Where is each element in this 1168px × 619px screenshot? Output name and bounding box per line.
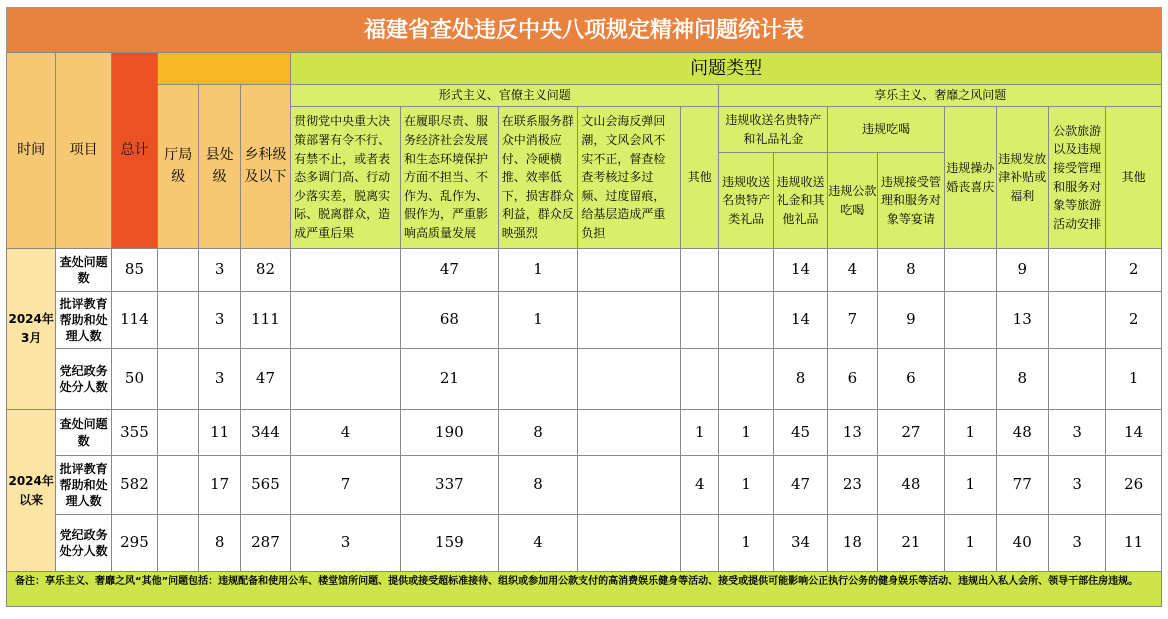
value-cell: 3 [1048, 410, 1105, 456]
value-cell: 295 [111, 515, 157, 572]
value-cell: 85 [111, 249, 157, 292]
time-cell: 2024年以来 [7, 410, 56, 572]
value-cell: 355 [111, 410, 157, 456]
item-cell: 党纪政务处分人数 [56, 515, 111, 572]
stats-table [6, 52, 1162, 572]
value-cell: 47 [240, 349, 290, 410]
value-cell: 1 [719, 410, 773, 456]
value-cell: 1 [498, 292, 578, 349]
header-level-blank [158, 53, 291, 85]
value-cell [945, 249, 996, 292]
value-cell [719, 249, 773, 292]
table-row [7, 515, 1162, 572]
value-cell [681, 292, 719, 349]
value-cell: 344 [240, 410, 290, 456]
value-cell: 8 [199, 515, 240, 572]
sheet-title: 福建省查处违反中央八项规定精神问题统计表 [6, 7, 1162, 52]
value-cell: 77 [996, 456, 1048, 515]
value-cell: 13 [828, 410, 877, 456]
table-row [7, 292, 1162, 349]
table-row [7, 410, 1162, 456]
value-cell: 1 [945, 410, 996, 456]
value-cell: 2 [1106, 249, 1162, 292]
header-level-xian: 县处级 [199, 85, 240, 249]
value-cell: 26 [1106, 456, 1162, 515]
header-f2: 在履职尽责、服务经济社会发展和生态环境保护方面不担当、不作为、乱作为、假作为，严重影响高质量发展 [401, 107, 499, 249]
header-eat1: 违规公款吃喝 [828, 153, 877, 249]
value-cell: 3 [1048, 456, 1105, 515]
value-cell: 45 [773, 410, 827, 456]
header-total: 总计 [111, 53, 157, 249]
value-cell: 8 [498, 456, 578, 515]
value-cell: 287 [240, 515, 290, 572]
value-cell: 582 [111, 456, 157, 515]
value-cell: 9 [996, 249, 1048, 292]
header-f5: 其他 [681, 107, 719, 249]
value-cell: 4 [681, 456, 719, 515]
value-cell [578, 292, 681, 349]
value-cell [158, 349, 199, 410]
value-cell [681, 249, 719, 292]
value-cell [719, 292, 773, 349]
value-cell: 1 [681, 410, 719, 456]
header-formalism: 形式主义、官僚主义问题 [291, 85, 719, 107]
value-cell [498, 349, 578, 410]
value-cell: 337 [401, 456, 499, 515]
header-gift1: 违规收送名贵特产类礼品 [719, 153, 773, 249]
value-cell: 50 [111, 349, 157, 410]
value-cell: 27 [877, 410, 945, 456]
value-cell [681, 515, 719, 572]
value-cell [291, 292, 401, 349]
value-cell: 14 [773, 292, 827, 349]
value-cell: 2 [1106, 292, 1162, 349]
header-eat: 违规吃喝 [828, 107, 945, 153]
header-f4: 文山会海反弹回潮，文风会风不实不正，督查检查考核过多过频、过度留痕，给基层造成严重负担 [578, 107, 681, 249]
header-gift2: 违规收送礼金和其他礼品 [773, 153, 827, 249]
value-cell: 68 [401, 292, 499, 349]
value-cell [158, 292, 199, 349]
value-cell: 47 [401, 249, 499, 292]
value-cell: 1 [945, 456, 996, 515]
header-level-ting: 厅局级 [158, 85, 199, 249]
value-cell [719, 349, 773, 410]
value-cell: 4 [291, 410, 401, 456]
header-travel: 公款旅游以及违规接受管理和服务对象等旅游活动安排 [1048, 107, 1105, 249]
value-cell: 1 [719, 456, 773, 515]
value-cell: 47 [773, 456, 827, 515]
value-cell [578, 410, 681, 456]
value-cell: 1 [719, 515, 773, 572]
value-cell [945, 292, 996, 349]
value-cell [681, 349, 719, 410]
value-cell: 565 [240, 456, 290, 515]
value-cell [1048, 349, 1105, 410]
stats-sheet [6, 7, 1162, 607]
value-cell: 8 [498, 410, 578, 456]
value-cell: 8 [996, 349, 1048, 410]
value-cell: 4 [828, 249, 877, 292]
value-cell: 3 [199, 292, 240, 349]
value-cell: 40 [996, 515, 1048, 572]
value-cell: 11 [199, 410, 240, 456]
value-cell: 11 [1106, 515, 1162, 572]
header-hedonism: 享乐主义、奢靡之风问题 [719, 85, 1162, 107]
value-cell: 7 [291, 456, 401, 515]
value-cell [1048, 249, 1105, 292]
value-cell: 3 [291, 515, 401, 572]
value-cell: 23 [828, 456, 877, 515]
value-cell: 3 [199, 349, 240, 410]
value-cell: 1 [1106, 349, 1162, 410]
value-cell [578, 456, 681, 515]
value-cell [578, 249, 681, 292]
value-cell: 48 [996, 410, 1048, 456]
value-cell: 21 [877, 515, 945, 572]
value-cell [158, 410, 199, 456]
table-row [7, 456, 1162, 515]
value-cell: 6 [877, 349, 945, 410]
value-cell: 82 [240, 249, 290, 292]
time-cell: 2024年3月 [7, 249, 56, 410]
table-row [7, 349, 1162, 410]
value-cell: 6 [828, 349, 877, 410]
value-cell: 34 [773, 515, 827, 572]
value-cell: 159 [401, 515, 499, 572]
value-cell: 8 [877, 249, 945, 292]
value-cell: 7 [828, 292, 877, 349]
value-cell [158, 249, 199, 292]
value-cell [291, 349, 401, 410]
value-cell: 17 [199, 456, 240, 515]
table-row [7, 249, 1162, 292]
value-cell [158, 515, 199, 572]
value-cell [578, 515, 681, 572]
item-cell: 查处问题数 [56, 410, 111, 456]
header-h-other: 其他 [1106, 107, 1162, 249]
header-time: 时间 [7, 53, 56, 249]
value-cell [1048, 292, 1105, 349]
value-cell [578, 349, 681, 410]
item-cell: 党纪政务处分人数 [56, 349, 111, 410]
value-cell: 1 [498, 249, 578, 292]
header-problem-type: 问题类型 [291, 53, 1162, 85]
value-cell: 4 [498, 515, 578, 572]
value-cell: 3 [199, 249, 240, 292]
header-eat2: 违规接受管理和服务对象等宴请 [877, 153, 945, 249]
value-cell: 9 [877, 292, 945, 349]
header-f1: 贯彻党中央重大决策部署有令不行、有禁不止，或者表态多调门高、行动少落实差，脱离实际、脱离群众，造成严重后果 [291, 107, 401, 249]
value-cell [945, 349, 996, 410]
value-cell: 1 [945, 515, 996, 572]
header-wedding: 违规操办婚丧喜庆 [945, 107, 996, 249]
header-f3: 在联系服务群众中消极应付、冷硬横推、效率低下，损害群众利益，群众反映强烈 [498, 107, 578, 249]
header-subsidy: 违规发放津补贴或福利 [996, 107, 1048, 249]
value-cell: 48 [877, 456, 945, 515]
value-cell: 3 [1048, 515, 1105, 572]
value-cell: 14 [1106, 410, 1162, 456]
header-gift: 违规收送名贵特产和礼品礼金 [719, 107, 828, 153]
footnote: 备注：享乐主义、奢靡之风“其他”问题包括：违规配备和使用公车、楼堂馆所问题、提供或接受超标准接待、组织或参加用公款支付的高消费娱乐健身等活动、接受或提供可能影响公正执行公务的健身娱乐等活动、违规出入私人会所、领导干部住房违规。 [6, 572, 1162, 607]
value-cell [291, 249, 401, 292]
value-cell: 21 [401, 349, 499, 410]
value-cell: 8 [773, 349, 827, 410]
header-item: 项目 [56, 53, 111, 249]
item-cell: 批评教育帮助和处理人数 [56, 292, 111, 349]
item-cell: 批评教育帮助和处理人数 [56, 456, 111, 515]
value-cell: 111 [240, 292, 290, 349]
item-cell: 查处问题数 [56, 249, 111, 292]
value-cell: 18 [828, 515, 877, 572]
table-body [7, 249, 1162, 572]
value-cell: 14 [773, 249, 827, 292]
value-cell: 114 [111, 292, 157, 349]
value-cell: 190 [401, 410, 499, 456]
value-cell [158, 456, 199, 515]
value-cell: 13 [996, 292, 1048, 349]
header-level-xiang: 乡科级及以下 [240, 85, 290, 249]
